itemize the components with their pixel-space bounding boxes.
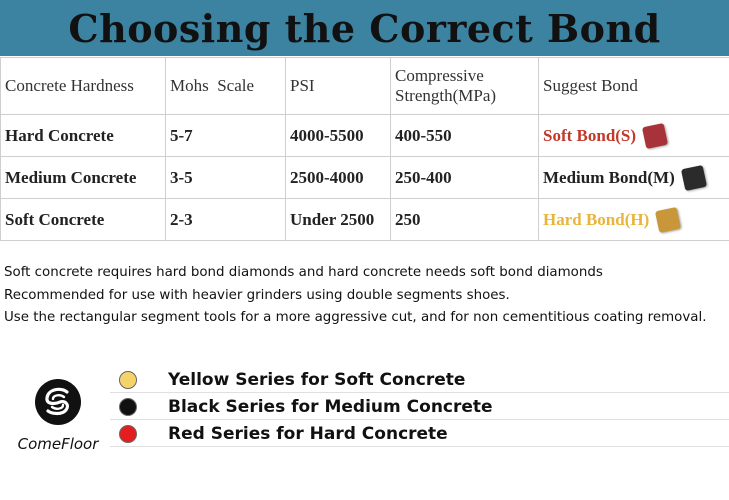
table-header-row	[1, 58, 729, 115]
table-row	[1, 199, 729, 241]
cell-mpa: 400-550	[391, 115, 539, 157]
note-line: Recommended for use with heavier grinders using double segments shoes.	[4, 287, 510, 303]
yellow-segment-icon	[655, 206, 681, 232]
table-row	[1, 115, 729, 157]
bond-label: Medium Bond(M)	[543, 167, 675, 187]
usage-notes	[4, 262, 724, 330]
series-item	[110, 394, 729, 420]
title-banner	[0, 0, 729, 56]
cell-mohs: 2-3	[166, 199, 286, 241]
series-label: Black Series for Medium Concrete	[168, 396, 493, 417]
series-legend	[110, 367, 729, 448]
table-row	[1, 157, 729, 199]
black-segment-icon	[681, 164, 707, 190]
cell-hardness: Soft Concrete	[1, 199, 166, 241]
cell-mohs: 5-7	[166, 115, 286, 157]
note-line: Use the rectangular segment tools for a more aggressive cut, and for non cementitious coating removal.	[4, 310, 707, 325]
header-mohs-scale: Mohs Scale	[166, 58, 286, 115]
bond-table	[0, 57, 729, 241]
series-item	[110, 367, 729, 393]
bond-label: Hard Bond(H)	[543, 209, 650, 229]
cell-bond	[539, 157, 729, 199]
cell-hardness: Medium Concrete	[1, 157, 166, 199]
bond-label: Soft Bond(S)	[543, 125, 637, 145]
black-dot-icon	[119, 398, 137, 416]
red-segment-icon	[642, 122, 668, 148]
cell-hardness: Hard Concrete	[1, 115, 166, 157]
cell-mpa: 250	[391, 199, 539, 241]
brand-name: ComeFloor	[17, 435, 99, 453]
series-item	[110, 421, 729, 447]
yellow-dot-icon	[119, 371, 137, 389]
cell-psi: 4000-5500	[286, 115, 391, 157]
series-label: Red Series for Hard Concrete	[168, 423, 448, 444]
red-dot-icon	[119, 425, 137, 443]
page-title: Choosing the Correct Bond	[68, 5, 661, 51]
cell-bond	[539, 115, 729, 157]
series-label: Yellow Series for Soft Concrete	[168, 369, 466, 390]
note-line: Soft concrete requires hard bond diamonds and hard concrete needs soft bond diamonds	[4, 265, 603, 280]
cell-psi: Under 2500	[286, 199, 391, 241]
header-suggest-bond: Suggest Bond	[539, 58, 729, 115]
cell-mpa: 250-400	[391, 157, 539, 199]
brand-logo	[6, 378, 110, 468]
header-concrete-hardness: Concrete Hardness	[1, 58, 166, 115]
cell-bond	[539, 199, 729, 241]
comefloor-logo-icon	[34, 378, 82, 426]
cell-mohs: 3-5	[166, 157, 286, 199]
header-compressive-strength: Compressive Strength(MPa)	[391, 58, 539, 115]
header-psi: PSI	[286, 58, 391, 115]
cell-psi: 2500-4000	[286, 157, 391, 199]
